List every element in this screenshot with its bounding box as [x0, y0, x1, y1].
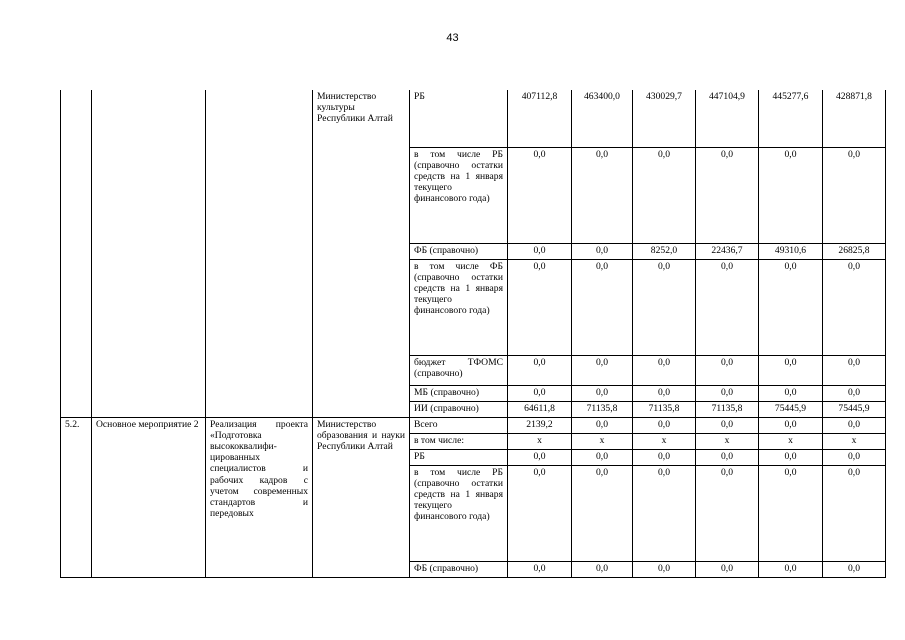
value-cell: 0,0 — [572, 355, 633, 385]
number-cell: 5.2. — [61, 417, 92, 577]
value-cell: 0,0 — [696, 449, 759, 465]
value-cell: 0,0 — [572, 259, 633, 355]
value-cell: 49310,6 — [759, 243, 823, 259]
value-cell: 26825,8 — [823, 243, 886, 259]
funding-source-cell: в том числе РБ (справочно остатки средств на 1 января текущего финансового года) — [410, 465, 508, 561]
value-cell: 0,0 — [572, 385, 633, 401]
value-cell: 71135,8 — [696, 401, 759, 417]
value-cell: 0,0 — [759, 417, 823, 433]
value-cell: 0,0 — [823, 449, 886, 465]
table-row — [61, 417, 886, 433]
value-cell: 0,0 — [696, 561, 759, 577]
value-cell: 0,0 — [633, 417, 696, 433]
value-cell: 0,0 — [508, 449, 572, 465]
value-cell: 0,0 — [572, 147, 633, 243]
value-cell: 0,0 — [508, 355, 572, 385]
value-cell: 0,0 — [633, 465, 696, 561]
value-cell: 0,0 — [696, 465, 759, 561]
value-cell: 0,0 — [572, 243, 633, 259]
value-cell: 407112,8 — [508, 90, 572, 147]
funding-source-cell: РБ — [410, 90, 508, 147]
value-cell: 0,0 — [572, 465, 633, 561]
budget-table — [60, 90, 886, 578]
value-cell: 0,0 — [508, 243, 572, 259]
value-cell: 0,0 — [759, 465, 823, 561]
value-cell: 8252,0 — [633, 243, 696, 259]
value-cell: 75445,9 — [823, 401, 886, 417]
page-number: 43 — [446, 32, 459, 44]
value-cell: 0,0 — [696, 147, 759, 243]
table-row — [61, 90, 886, 147]
number-cell — [61, 90, 92, 417]
funding-source-cell: ФБ (справочно) — [410, 243, 508, 259]
funding-source-cell: бюджет ТФОМС (справочно) — [410, 355, 508, 385]
value-cell: x — [759, 433, 823, 449]
value-cell: 0,0 — [633, 355, 696, 385]
funding-source-cell: в том числе РБ (справочно остатки средств на 1 января текущего финансового года) — [410, 147, 508, 243]
value-cell: 0,0 — [759, 561, 823, 577]
executor-cell: Министерство образования и науки Республики Алтай — [313, 417, 410, 577]
value-cell: 0,0 — [696, 385, 759, 401]
value-cell: 0,0 — [508, 561, 572, 577]
value-cell: 0,0 — [572, 561, 633, 577]
value-cell: 0,0 — [572, 449, 633, 465]
value-cell: 2139,2 — [508, 417, 572, 433]
value-cell: 0,0 — [823, 355, 886, 385]
value-cell: 428871,8 — [823, 90, 886, 147]
event-cell: Основное мероприятие 2 — [92, 417, 206, 577]
value-cell: 0,0 — [696, 355, 759, 385]
value-cell: 0,0 — [759, 449, 823, 465]
value-cell: 0,0 — [759, 385, 823, 401]
value-cell: 0,0 — [759, 147, 823, 243]
description-cell: Реализация проекта «Подготовка высококвалифи-цированных специалистов и рабочих кадров с учетом современных стандартов и передовых — [206, 417, 313, 577]
value-cell: 0,0 — [508, 465, 572, 561]
value-cell: 75445,9 — [759, 401, 823, 417]
value-cell: 0,0 — [823, 561, 886, 577]
funding-source-cell: ФБ (справочно) — [410, 561, 508, 577]
value-cell: 0,0 — [823, 417, 886, 433]
funding-source-cell: в том числе ФБ (справочно остатки средств на 1 января текущего финансового года) — [410, 259, 508, 355]
funding-source-cell: РБ — [410, 449, 508, 465]
value-cell: 0,0 — [572, 417, 633, 433]
value-cell: 0,0 — [633, 259, 696, 355]
event-cell — [92, 90, 206, 417]
value-cell: 0,0 — [508, 259, 572, 355]
value-cell: x — [508, 433, 572, 449]
value-cell: 22436,7 — [696, 243, 759, 259]
value-cell: 0,0 — [696, 259, 759, 355]
value-cell: 0,0 — [508, 385, 572, 401]
value-cell: 0,0 — [633, 449, 696, 465]
value-cell: 447104,9 — [696, 90, 759, 147]
funding-source-cell: ИИ (справочно) — [410, 401, 508, 417]
value-cell: 71135,8 — [633, 401, 696, 417]
value-cell: 0,0 — [823, 465, 886, 561]
value-cell: x — [696, 433, 759, 449]
value-cell: 445277,6 — [759, 90, 823, 147]
value-cell: 0,0 — [508, 147, 572, 243]
value-cell: 463400,0 — [572, 90, 633, 147]
value-cell: 0,0 — [696, 417, 759, 433]
value-cell: 71135,8 — [572, 401, 633, 417]
value-cell: 64611,8 — [508, 401, 572, 417]
value-cell: 0,0 — [759, 259, 823, 355]
value-cell: 0,0 — [633, 561, 696, 577]
value-cell: 0,0 — [823, 259, 886, 355]
value-cell: x — [572, 433, 633, 449]
value-cell: 0,0 — [759, 355, 823, 385]
funding-source-cell: Всего — [410, 417, 508, 433]
executor-cell: Министерство культуры Республики Алтай — [313, 90, 410, 417]
value-cell: x — [633, 433, 696, 449]
value-cell: 0,0 — [633, 147, 696, 243]
value-cell: 0,0 — [633, 385, 696, 401]
value-cell: 0,0 — [823, 385, 886, 401]
value-cell: 430029,7 — [633, 90, 696, 147]
funding-source-cell: МБ (справочно) — [410, 385, 508, 401]
value-cell: 0,0 — [823, 147, 886, 243]
description-cell — [206, 90, 313, 417]
value-cell: x — [823, 433, 886, 449]
funding-source-cell: в том числе: — [410, 433, 508, 449]
